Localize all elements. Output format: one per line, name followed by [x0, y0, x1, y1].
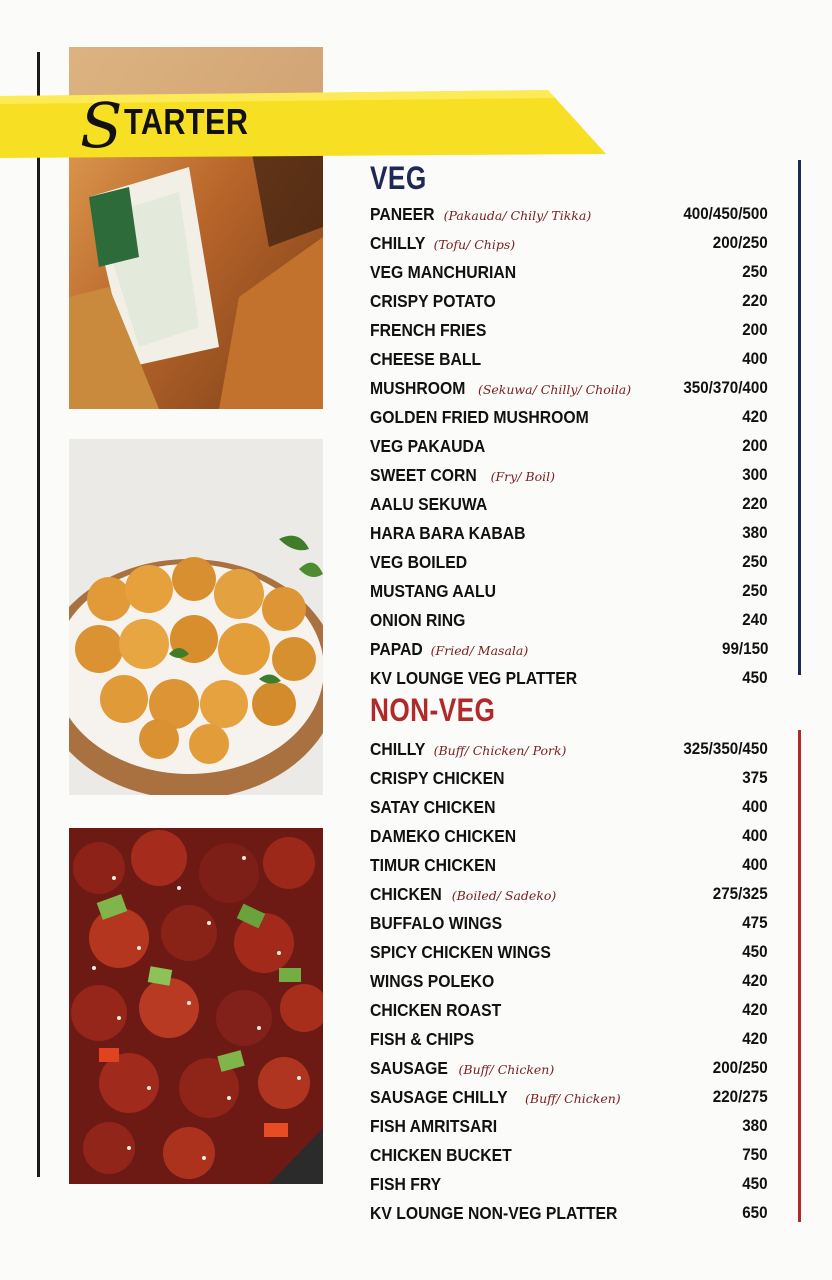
menu-item-title: BUFFALO WINGS: [370, 913, 503, 933]
menu-item-price: 240: [742, 611, 768, 629]
menu-item: [370, 229, 768, 258]
menu-item-price: 220/275: [713, 1088, 768, 1106]
menu-item-title: CHICKEN BUCKET: [370, 1145, 512, 1165]
veg-menu-list: [370, 200, 768, 693]
menu-item: [370, 200, 768, 229]
menu-item: [370, 1112, 768, 1141]
menu-item-price: 200/250: [713, 234, 768, 252]
menu-item-options: (Pakauda/ Chily/ Tikka): [443, 208, 592, 223]
menu-item-name: [370, 913, 511, 934]
menu-item-name: [370, 1145, 522, 1166]
menu-item: [370, 1141, 768, 1170]
menu-item-price: 420: [742, 1001, 768, 1019]
menu-item: [370, 938, 768, 967]
menu-item-title: MUSHROOM: [370, 378, 466, 398]
menu-item-title: SPICY CHICKEN WINGS: [370, 942, 551, 962]
menu-item-name: [370, 291, 504, 312]
menu-item: [370, 1083, 768, 1112]
menu-item-price: 325/350/450: [683, 740, 768, 758]
veg-section-title: VEG: [370, 160, 427, 196]
menu-item-title: VEG BOILED: [370, 552, 468, 572]
menu-item-name: [370, 465, 555, 486]
menu-item-title: TIMUR CHICKEN: [370, 855, 496, 875]
menu-item-price: 400: [742, 856, 768, 874]
menu-item-price: 250: [742, 553, 768, 571]
menu-item-options: (Buff/ Chicken): [525, 1091, 621, 1106]
menu-item-options: (Buff/ Chicken/ Pork): [433, 743, 567, 758]
menu-item-name: [370, 494, 494, 515]
menu-item-name: [370, 855, 504, 876]
menu-item-price: 200: [742, 437, 768, 455]
menu-item: [370, 606, 768, 635]
menu-item-price: 380: [742, 524, 768, 542]
menu-item-name: [370, 668, 594, 689]
menu-item-name: [370, 1029, 480, 1050]
menu-item-price: 400: [742, 827, 768, 845]
menu-item: [370, 374, 768, 403]
menu-item-name: [370, 639, 528, 660]
menu-item-title: CHICKEN: [370, 884, 442, 904]
menu-item-title: CRISPY POTATO: [370, 291, 496, 311]
menu-item-title: FRENCH FRIES: [370, 320, 487, 340]
menu-item-name: [370, 378, 631, 399]
menu-item-name: [370, 1087, 621, 1108]
menu-item: [370, 851, 768, 880]
menu-item: [370, 519, 768, 548]
menu-item-price: 380: [742, 1117, 768, 1135]
menu-item-price: 475: [742, 914, 768, 932]
veg-section-rule: [798, 160, 801, 675]
menu-item-title: HARA BARA KABAB: [370, 523, 526, 543]
menu-item-options: (Tofu/ Chips): [433, 237, 516, 252]
menu-item-name: [370, 610, 470, 631]
menu-item-price: 400: [742, 350, 768, 368]
menu-item: [370, 432, 768, 461]
nonveg-section-rule: [798, 730, 801, 1222]
menu-item: [370, 490, 768, 519]
menu-item: [370, 822, 768, 851]
menu-item-price: 750: [742, 1146, 768, 1164]
menu-item-price: 420: [742, 972, 768, 990]
menu-item-price: 220: [742, 495, 768, 513]
menu-item-name: [370, 233, 515, 254]
menu-item: [370, 258, 768, 287]
menu-item: [370, 764, 768, 793]
menu-item-price: 250: [742, 582, 768, 600]
menu-item-name: [370, 826, 526, 847]
menu-item-price: 350/370/400: [683, 379, 768, 397]
menu-item-name: [370, 204, 591, 225]
menu-item-price: 250: [742, 263, 768, 281]
menu-item: [370, 461, 768, 490]
menu-item-price: 200/250: [713, 1059, 768, 1077]
menu-item-name: [370, 1116, 505, 1137]
menu-item-name: [370, 884, 556, 905]
menu-item-name: [370, 1058, 554, 1079]
menu-item-title: PANEER: [370, 204, 435, 224]
menu-item-name: [370, 262, 526, 283]
menu-item-name: [370, 797, 503, 818]
menu-item-price: 200: [742, 321, 768, 339]
menu-item: [370, 967, 768, 996]
menu-item-price: 450: [742, 669, 768, 687]
left-border-rule: [37, 52, 40, 1177]
menu-item-title: VEG PAKAUDA: [370, 436, 486, 456]
menu-item: [370, 403, 768, 432]
menu-item-title: CHILLY: [370, 739, 426, 759]
menu-item-price: 450: [742, 1175, 768, 1193]
menu-item-price: 400/450/500: [683, 205, 768, 223]
menu-item-title: CHEESE BALL: [370, 349, 482, 369]
menu-item: [370, 880, 768, 909]
menu-item-name: [370, 523, 537, 544]
food-photo-chilly-chicken: [69, 828, 323, 1184]
menu-item: [370, 1170, 768, 1199]
menu-item-name: [370, 581, 504, 602]
menu-item-title: SATAY CHICKEN: [370, 797, 496, 817]
menu-item: [370, 316, 768, 345]
menu-item-price: 300: [742, 466, 768, 484]
menu-item-name: [370, 1203, 639, 1224]
menu-item-price: 375: [742, 769, 768, 787]
menu-item-options: (Boiled/ Sadeko): [451, 888, 557, 903]
menu-item-options: (Fried/ Masala): [430, 643, 529, 658]
title-initial: S: [80, 89, 123, 162]
menu-item-title: WINGS POLEKO: [370, 971, 495, 991]
food-photo-crispy-bites: [69, 439, 323, 795]
menu-item-name: [370, 552, 472, 573]
menu-item-name: [370, 971, 502, 992]
menu-item: [370, 287, 768, 316]
menu-item-price: 650: [742, 1204, 768, 1222]
menu-item-title: PAPAD: [370, 639, 423, 659]
menu-item: [370, 548, 768, 577]
menu-item-price: 400: [742, 798, 768, 816]
menu-item: [370, 345, 768, 374]
menu-item: [370, 996, 768, 1025]
menu-item-title: VEG MANCHURIAN: [370, 262, 517, 282]
menu-item-options: (Fry/ Boil): [490, 469, 555, 484]
menu-item: [370, 793, 768, 822]
menu-item-title: CHILLY: [370, 233, 426, 253]
nonveg-section-title: NON-VEG: [370, 692, 496, 728]
menu-item-title: CRISPY CHICKEN: [370, 768, 505, 788]
menu-item-title: FISH FRY: [370, 1174, 442, 1194]
menu-item: [370, 735, 768, 764]
menu-item-price: 420: [742, 408, 768, 426]
menu-item: [370, 1199, 768, 1228]
menu-item: [370, 909, 768, 938]
menu-item-title: FISH & CHIPS: [370, 1029, 475, 1049]
menu-item-title: ONION RING: [370, 610, 466, 630]
menu-item-name: [370, 349, 487, 370]
menu-item-name: [370, 1000, 510, 1021]
menu-item-title: KV LOUNGE VEG PLATTER: [370, 668, 578, 688]
menu-item: [370, 635, 768, 664]
menu-item-price: 99/150: [721, 640, 768, 658]
menu-item-title: CHICKEN ROAST: [370, 1000, 502, 1020]
menu-item-name: [370, 768, 513, 789]
menu-item-title: KV LOUNGE NON-VEG PLATTER: [370, 1203, 618, 1223]
menu-item-title: MUSTANG AALU: [370, 581, 496, 601]
menu-item-options: (Sekuwa/ Chilly/ Choila): [477, 382, 632, 397]
menu-item-price: 450: [742, 943, 768, 961]
menu-item-name: [370, 436, 492, 457]
menu-item-price: 420: [742, 1030, 768, 1048]
menu-item-title: FISH AMRITSARI: [370, 1116, 498, 1136]
menu-item-title: GOLDEN FRIED MUSHROOM: [370, 407, 589, 427]
title-rest: TARTER: [124, 101, 249, 142]
menu-item: [370, 1025, 768, 1054]
menu-item-price: 275/325: [713, 885, 768, 903]
menu-item: [370, 577, 768, 606]
menu-item-price: 220: [742, 292, 768, 310]
menu-item-name: [370, 1174, 443, 1195]
menu-item: [370, 664, 768, 693]
menu-item-name: [370, 739, 566, 760]
menu-item-options: (Buff/ Chicken): [458, 1062, 555, 1077]
menu-item-name: [370, 942, 565, 963]
menu-item-name: [370, 320, 493, 341]
menu-item-title: DAMEKO CHICKEN: [370, 826, 517, 846]
menu-item-title: SWEET CORN: [370, 465, 477, 485]
menu-item-name: [370, 407, 607, 428]
menu-item: [370, 1054, 768, 1083]
menu-item-title: SAUSAGE CHILLY: [370, 1087, 508, 1107]
nonveg-menu-list: [370, 735, 768, 1228]
menu-item-title: SAUSAGE: [370, 1058, 448, 1078]
menu-item-title: AALU SEKUWA: [370, 494, 488, 514]
page-title: [80, 89, 271, 162]
